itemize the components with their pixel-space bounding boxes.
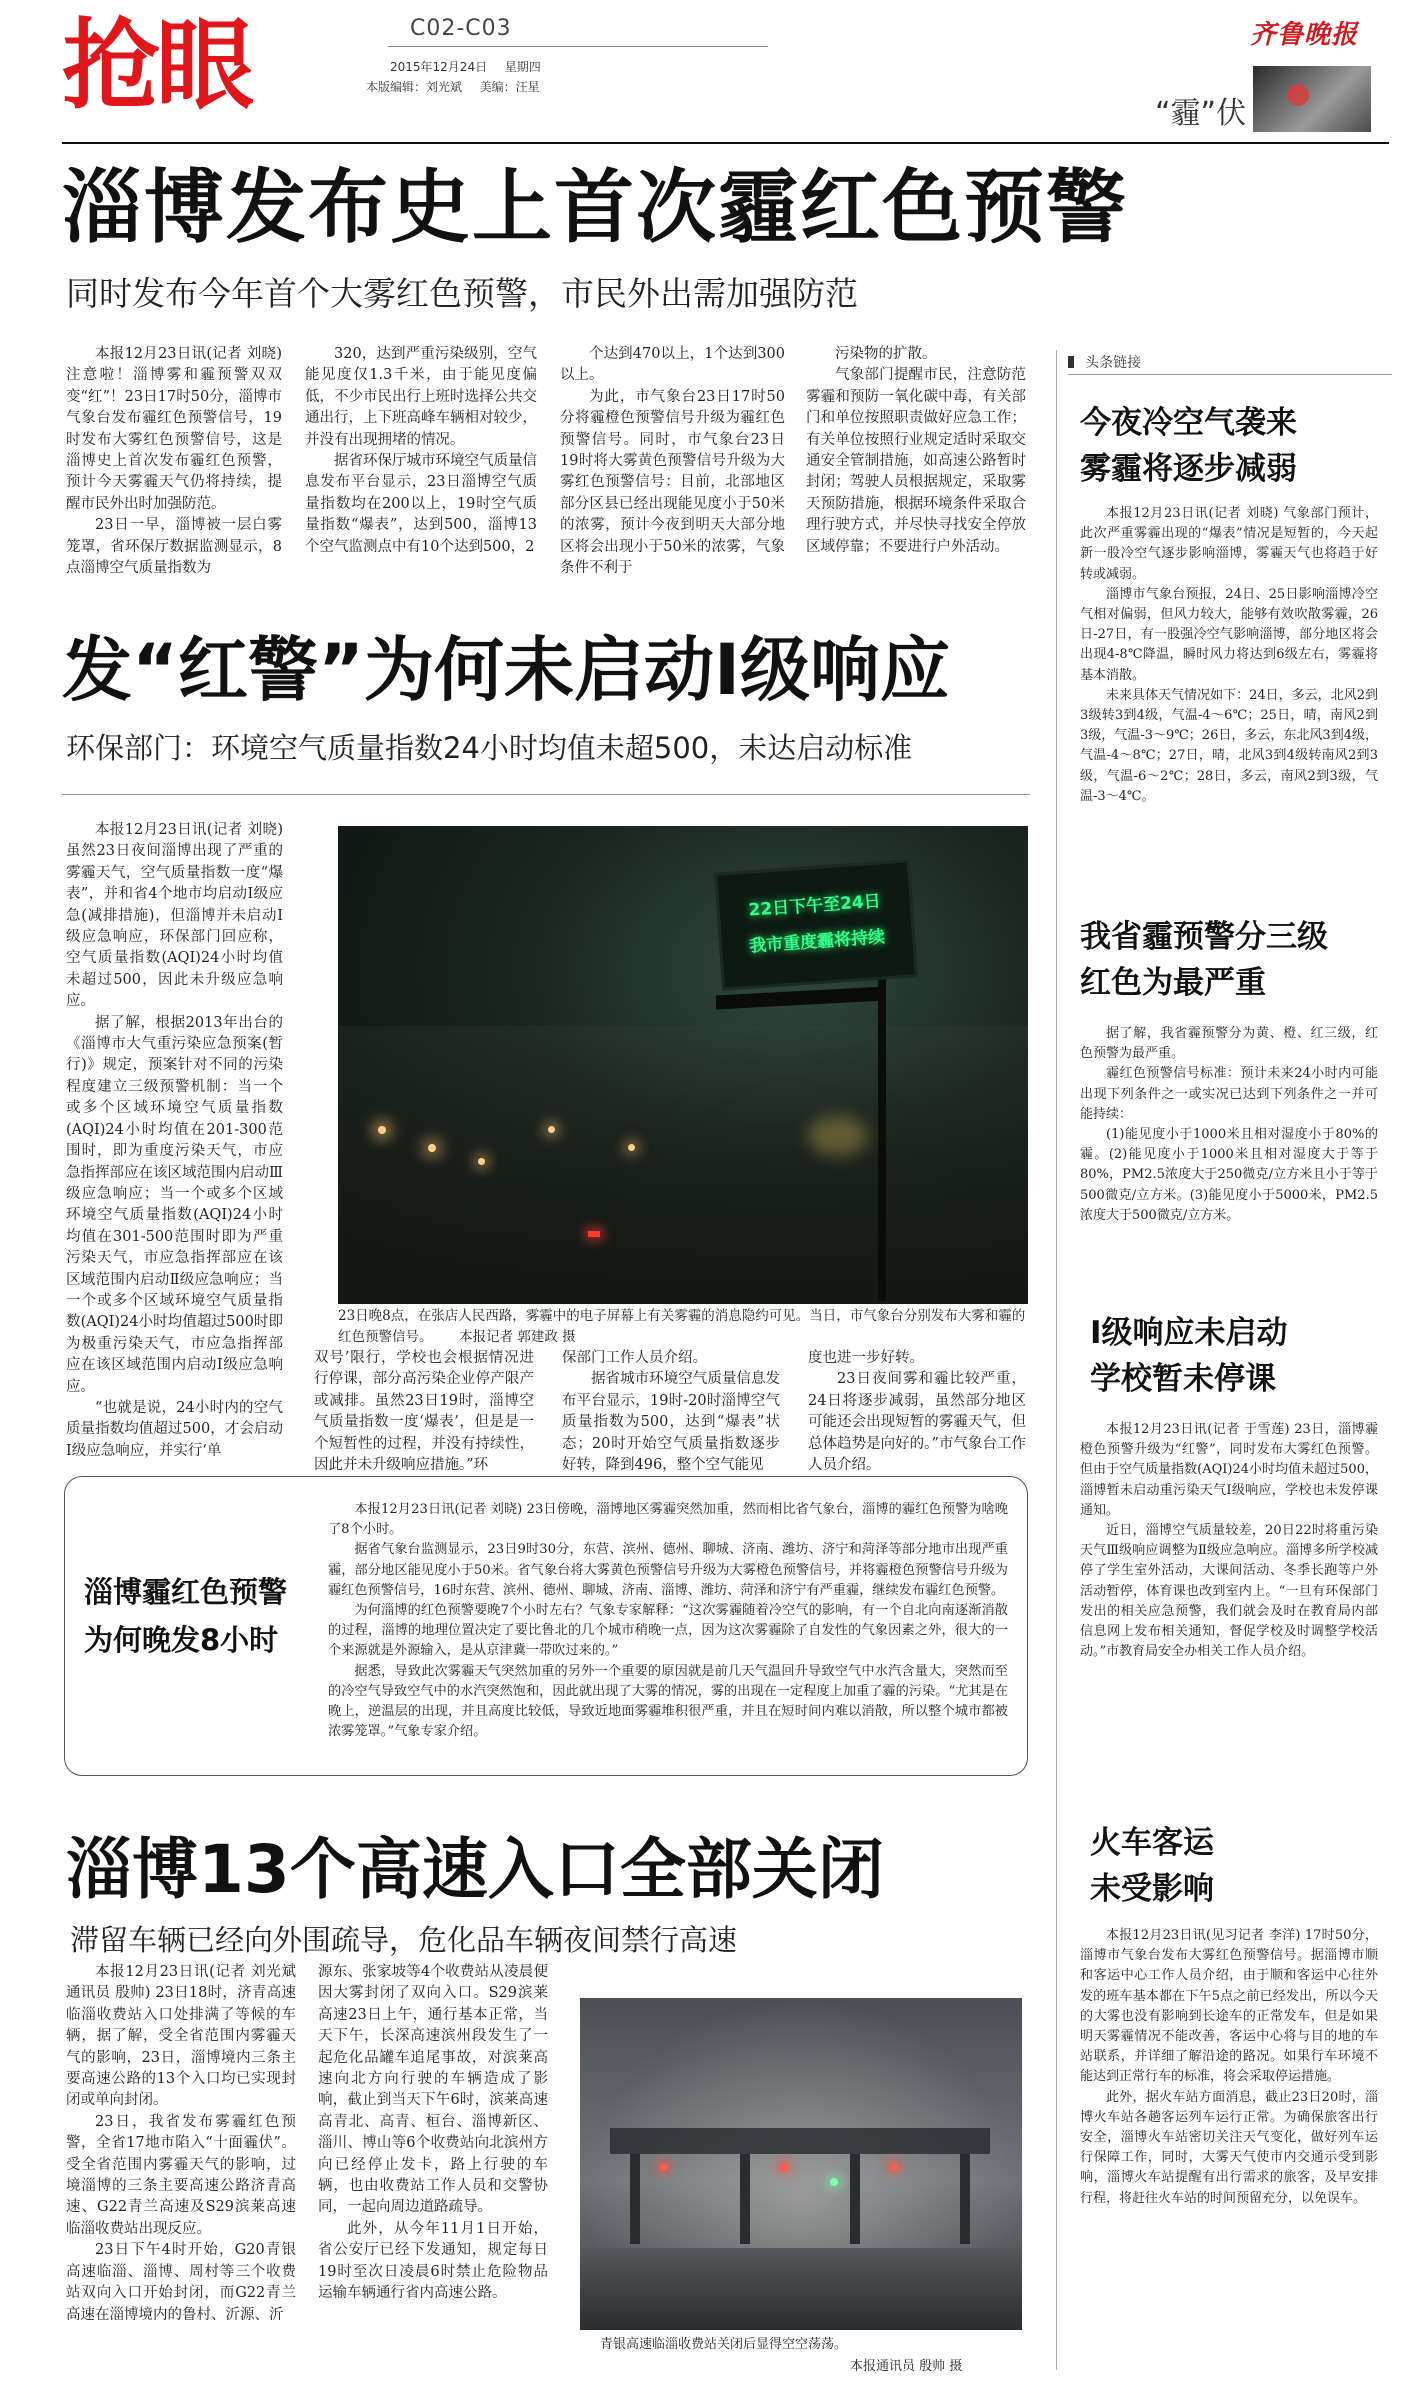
story3-photo-caption: 青银高速临淄收费站关闭后显得空空荡荡。 (600, 2337, 848, 2352)
paragraph: 本报12月23日讯(记者 刘晓) 气象部门预计，此次严重雾霾出现的“爆表”情况是短暂的，今天起新一股冷空气逐步影响淄博，雾霾天气也将趋于好转或减弱。 (1080, 506, 1378, 582)
story2-subhead: 环保部门：环境空气质量指数24小时均值未超500，未达启动标准 (66, 731, 913, 765)
paragraph: 为此，市气象台23日17时50分将霾橙色预警信号升级为霾红色预警信号。同时，市气象台23日19时将大雾黄色预警信号升级为大雾红色预警信号：目前，北部地区部分区县已经出现能见度小于50米的浓雾，预计今夜到明天大部分地区将会出现小于50米的浓雾，气象条件不利于 (560, 388, 785, 577)
paragraph: 近日，淄博空气质量较差，20日22时将重污染天气Ⅲ级响应调整为Ⅱ级应急响应。淄博多所学校减停了学生室外活动，大课间活动、冬季长跑等户外活动暂停，体育课也改到室内上。“一旦有环保部门发出的相关应急预警，我们就会及时在教育局内部信息网上发布相关通知，督促学校及时调整学校活动。”市教育局安全办相关工作人员介绍。 (1080, 1523, 1378, 1660)
paragraph: (1)能见度小于1000米且相对湿度小于80%的霾。(2)能见度小于1000米且相对湿度大于等于80%，PM2.5浓度大于250微克/立方米且小于等于500微克/立方米。(3)能见度小于5000米，PM2.5浓度大于500微克/立方米。 (1080, 1127, 1378, 1223)
story2-column-1 (66, 820, 283, 1460)
paragraph: 据了解，我省霾预警分为黄、橙、红三级，红色预警为最严重。 (1080, 1026, 1378, 1062)
story1-column-4 (806, 344, 1026, 608)
sidebar-item-1-title (1080, 400, 1380, 492)
title-line: 雾霾将逐步减弱 (1080, 451, 1297, 487)
title-line: 火车客运 (1090, 1825, 1214, 1861)
editor-credits (366, 78, 540, 95)
pun-label: “霾”伏 (1155, 96, 1247, 131)
sidebar-section-label (1068, 352, 1392, 375)
sign-line-1: 22日下午至24日 (747, 891, 882, 921)
title-line: 未受影响 (1090, 1871, 1214, 1907)
story2-photo (338, 826, 1028, 1304)
sidebar-item-3-body (1080, 1420, 1378, 1820)
title-line: 今夜冷空气袭来 (1080, 405, 1297, 441)
story1-subhead: 同时发布今年首个大雾红色预警，市民外出需加强防范 (66, 274, 858, 313)
sign-line-2: 我市重度霾将持续 (748, 927, 886, 957)
paragraph: 320，达到严重污染级别，空气能见度仅1.3千米，由于能见度偏低，不少市民出行上班时选择公共交通出行，上下班高峰车辆相对较少，并没有出现拥堵的情况。 (305, 346, 537, 448)
story2-headline: 发“红警”为何未启动Ⅰ级响应 (62, 629, 951, 711)
paragraph: 本报12月23日讯(记者 刘晓) 虽然23日夜间淄博出现了严重的雾霾天气，空气质量指数一度“爆表”，并和省4个地市均启动Ⅰ级应急(减排措施)，但淄博并未启动Ⅰ级应急响应，环保部门回应称，空气质量指数(AQI)24小时均值未超过500，因此未升级应急响应。 (66, 822, 283, 1010)
paragraph: 淄博市气象台预报，24日、25日影响淄博冷空气相对偏弱，但风力较大，能够有效吹散雾霾，26日-27日，有一股强冷空气影响淄博，部分地区将会出现4-8℃降温，瞬时风力将达到6级左右，雾霾将基本消散。 (1080, 586, 1378, 683)
paragraph: 据省城市环境空气质量信息发布平台显示，19时-20时淄博空气质量指数为500，达到“爆表”状态；20时开始空气质量指数逐步好转，降到496，整个空气能见 (562, 1371, 780, 1474)
designer-label: 美编：汪星 (479, 80, 540, 94)
paragraph: 双号’限行，学校也会根据情况进行停课，部分高污染企业停产限产或减排。虽然23日19时，淄博空气质量指数一度‘爆表’，但是是一个短暂性的过程，并没有持续性，因此并未升级响应措施。”环 (314, 1350, 534, 1474)
page-range: C02-C03 (410, 16, 512, 41)
masthead-rule (62, 142, 1389, 144)
story3-subhead: 滞留车辆已经向外围疏导，危化品车辆夜间禁行高速 (70, 1923, 738, 1957)
sidebar-marker-icon (1068, 356, 1074, 368)
story2-rule (62, 794, 1030, 795)
paragraph: 个达到470以上，1个达到300以上。 (560, 346, 785, 384)
story2-photo-caption (338, 1306, 1028, 1348)
paragraph: 源东、张家坡等4个收费站从凌晨便因大雾封闭了双向入口。S29滨莱高速23日上午，通行基本正常，当天下午，长深高速滨州段发生了一起危化品罐车追尾事故，对滨莱高速向北方向行驶的车辆造成了影响，截止到当天下午6时，滨莱高速高青北、高青、桓台、淄博新区、淄川、博山等6个收费站向北滨州方向已经停止发卡，路上行驶的车辆，也由收费站工作人员和交警协同，一起向周边道路疏导。 (318, 1964, 548, 2216)
story3-column-2 (318, 1962, 548, 2372)
section-logo: 抢眼 (62, 9, 251, 123)
story2-column-4 (808, 1348, 1026, 1474)
paragraph: 本报12月23日讯(见习记者 李洋) 17时50分，淄博市气象台发布大雾红色预警信号。据淄博市顺和客运中心工作人员介绍，由于顺和客运中心往外发的班车基本都在下午5点之前已经发出，所以今天的大雾也没有影响到长途车的正常发车，但是如果明天雾霾情况不能改善，客运中心将与目的地的车站联系，并详细了解沿途的路况。如果行车环境不能达到正常行车的标准，将会采取停运措施。 (1080, 1928, 1378, 2085)
paragraph: 污染物的扩散。 (835, 346, 937, 362)
paragraph: 本报12月23日讯(记者 刘晓) 注意啦！淄博雾和霾预警双双变“红”！23日17时50分，淄博市气象台发布霾红色预警信号，19时发布大雾红色预警信号，这是淄博史上首次发布霾红色预警，预计今天雾霾天气仍将持续，提醒市民外出时加强防范。 (66, 346, 282, 512)
electronic-sign (714, 859, 918, 990)
newspaper-name: 齐鲁晚报 (1250, 20, 1359, 50)
paragraph: 本报12月23日讯(记者 于雪莲) 23日，淄博霾橙色预警升级为“红警”，同时发布大雾红色预警。但由于空气质量指数(AQI)24小时均值未超过500，淄博暂未启动重污染天气Ⅰ级响应，学校也未发停课通知。 (1080, 1422, 1378, 1518)
story3-column-1 (66, 1962, 296, 2372)
paragraph: 本报12月23日讯(记者 刘晓) 23日傍晚，淄博地区雾霾突然加重，然而相比省气象台，淄博的霾红色预警为啥晚了8个小时。 (328, 1502, 1008, 1538)
paragraph: 据省环保厅城市环境空气质量信息发布平台显示，23日淄博空气质量指数均在200以上，19时空气质量指数“爆表”，达到500，淄博13个空气监测点中有10个达到500，2 (305, 453, 537, 555)
paragraph: “也就是说，24小时内的空气质量指数均值超过500，才会启动Ⅰ级应急响应，并实行‘单 (66, 1399, 283, 1459)
paragraph: 23日，我省发布雾霾红色预警，全省17地市陷入“十面霾伏”。受全省范围内雾霾天气的影响，过境淄博的三条主要高速公路济青高速、G22青兰高速及S29滨莱高速临淄收费站出现反应。 (66, 2113, 296, 2237)
paragraph: 未来具体天气情况如下：24日，多云，北风2到3级转3到4级，气温-4～6℃；25日，晴，南风2到3级，气温-3～9℃；26日，多云，东北风3到4级，气温-4～8℃；27日，晴，北风3到4级转南风2到3级，气温-6～2℃；28日，多云，南风2到3级，气温-3～4℃。 (1080, 687, 1378, 804)
date-text: 2015年12月24日 (390, 60, 488, 74)
caption-text: 23日晚8点，在张店人民西路，雾霾中的电子屏幕上有关雾霾的消息隐约可见。当日，市气象台分别发布大雾和霾的红色预警信号。 (338, 1308, 1026, 1345)
issue-date (390, 58, 541, 75)
paragraph: 23日下午4时开始，G20青银高速临淄、淄博、周村等三个收费站双向入口开始封闭，而G22青兰高速在淄博境内的鲁村、沂源、沂 (66, 2242, 296, 2323)
box-title-line-2: 为何晚发8小时 (84, 1623, 279, 1657)
editor-label: 本版编辑：刘光斌 (366, 80, 463, 94)
paragraph: 本报12月23日讯(记者 刘光斌 通讯员 殷帅) 23日18时，济青高速临淄收费站入口处排满了等候的车辆，据了解，受全省范围内雾霾天气的影响，23日，淄博境内三条主要高速公路的13个入口均已实现封闭或单向封闭。 (66, 1964, 296, 2109)
sidebar-label-text: 头条链接 (1085, 355, 1142, 371)
story1-column-2 (305, 344, 537, 608)
paragraph: 此外，据火车站方面消息，截止23日20时，淄博火车站各趟客运列车运行正常。为确保旅客出行安全，淄博火车站密切关注天气变化，做好列车运行保障工作，同时，大雾天气使市内交通示受到影响，淄博火车站提醒有出行需求的旅客，及早安排行程，将赶往火车站的时间预留充分，以免误车。 (1080, 2089, 1378, 2206)
title-line: Ⅰ级响应未启动 (1090, 1315, 1288, 1351)
thumbnail-photo (1253, 66, 1371, 132)
paragraph: 23日一早，淄博被一层白雾笼罩，省环保厅数据监测显示，8点淄博空气质量指数为 (66, 517, 282, 577)
story1-column-1 (66, 344, 282, 608)
sidebar-item-4-title (1090, 1820, 1380, 1912)
paragraph: 据省气象台监测显示，23日9时30分，东营、滨州、德州、聊城、济南、潍坊、济宁和菏泽等部分地市出现严重霾，部分地区能见度小于50米。省气象台将大雾黄色预警信号升级为大雾橙色预警信号，并将霾橙色预警信号升级为霾红色预警信号，16时东营、滨州、德州、聊城、济南、淄博、潍坊、菏泽和济宁有严重霾，继续发布霾红色预警。 (328, 1542, 1008, 1598)
sidebar-item-2-title (1080, 914, 1380, 1006)
weekday-text: 星期四 (504, 60, 541, 74)
sidebar-divider (1056, 350, 1057, 2370)
paragraph: 霾红色预警信号标准：预计未来24小时内可能出现下列条件之一或实况已达到下列条件之一并可能持续： (1080, 1066, 1378, 1122)
story2-column-2 (314, 1348, 534, 1474)
sidebar-item-3-title (1090, 1310, 1380, 1402)
story3-photo-credit: 本报通讯员 殷帅 摄 (850, 2359, 963, 2374)
paragraph: 为何淄博的红色预警要晚7个小时左右？气象专家解释：“这次雾霾随着冷空气的影响，有一个自北向南逐渐消散的过程，淄博的地理位置决定了要比鲁北的几个城市稍晚一点，因为这次雾霾除了自发性的气象因素之外，很大的一个来源就是外源输入，是从京津冀一带吹过来的。” (328, 1603, 1008, 1659)
paragraph: 此外，从今年11月1日开始，省公安厅已经下发通知，规定每日19时至次日凌晨6时禁止危险物品运输车辆通行省内高速公路。 (318, 2220, 548, 2302)
title-line: 学校暂未停课 (1090, 1361, 1276, 1397)
box-title (84, 1568, 324, 1664)
paragraph: 度也进一步好转。 (808, 1350, 924, 1366)
sidebar-item-1-body (1080, 504, 1378, 888)
story1-column-3 (560, 344, 785, 608)
paragraph: 气象部门提醒市民，注意防范雾霾和预防一氧化碳中毒，有关部门和单位按照职责做好应急工作；有关单位按照行业规定适时采取交通安全管制措施，如高速公路暂时封闭；驾驶人员根据规定，采取雾天预防措施，根据环境条件采取合理行驶方式，并尽快寻找安全停放区域停靠；不要进行户外活动。 (806, 367, 1026, 555)
story2-column-3 (562, 1348, 780, 1474)
title-line: 我省霾预警分三级 (1080, 919, 1328, 955)
sidebar-item-2-body (1080, 1024, 1378, 1294)
paragraph: 23日夜间雾和霾比较严重，24日将逐步减弱，虽然部分地区可能还会出现短暂的雾霾天气，但总体趋势是向好的。”市气象台工作人员介绍。 (808, 1371, 1026, 1474)
photo-credit: 本报记者 郭建政 摄 (459, 1329, 576, 1345)
paragraph: 据了解，根据2013年出台的《淄博市大气重污染应急预案(暂行)》规定，预案针对不同的污染程度建立三级预警机制：当一个或多个区域环境空气质量指数(AQI)24小时均值在201-300范围时，即为重度污染天气，市应急指挥部应在该区域范围内启动Ⅲ级应急响应；当一个或多个区域环境空气质量指数(AQI)24小时均值在301-500范围时即为严重污染天气，市应急指挥部应在该区域范围内启动Ⅱ级应急响应；当一个或多个区域环境空气质量指数(AQI)24小时均值超过500时即为极重污染天气，市应急指挥部应在该区域范围内启动Ⅰ级应急响应。 (66, 1014, 283, 1395)
paragraph: 保部门工作人员介绍。 (562, 1350, 707, 1366)
box-body (328, 1500, 1008, 1762)
box-title-line-1: 淄博霾红色预警 (84, 1575, 288, 1609)
paragraph: 据悉，导致此次雾霾天气突然加重的另外一个重要的原因就是前几天气温回升导致空气中水汽含量大，突然而至的冷空气导致空气中的水汽突然饱和，因此就出现了大雾的情况，雾的出现在一定程度上加重了霾的污染。“尤其是在晚上，逆温层的出现，并且高度比较低，导致近地面雾霾堆积很严重，并且在短时间内难以消散，所以整个城市都被浓雾笼罩。”气象专家介绍。 (328, 1663, 1008, 1740)
story3-photo (580, 1998, 1022, 2330)
title-line: 红色为最严重 (1080, 965, 1266, 1001)
story3-headline: 淄博13个高速入口全部关闭 (66, 1831, 884, 1908)
story1-headline: 淄博发布史上首次霾红色预警 (62, 161, 1128, 254)
sidebar-item-4-body (1080, 1926, 1378, 2376)
